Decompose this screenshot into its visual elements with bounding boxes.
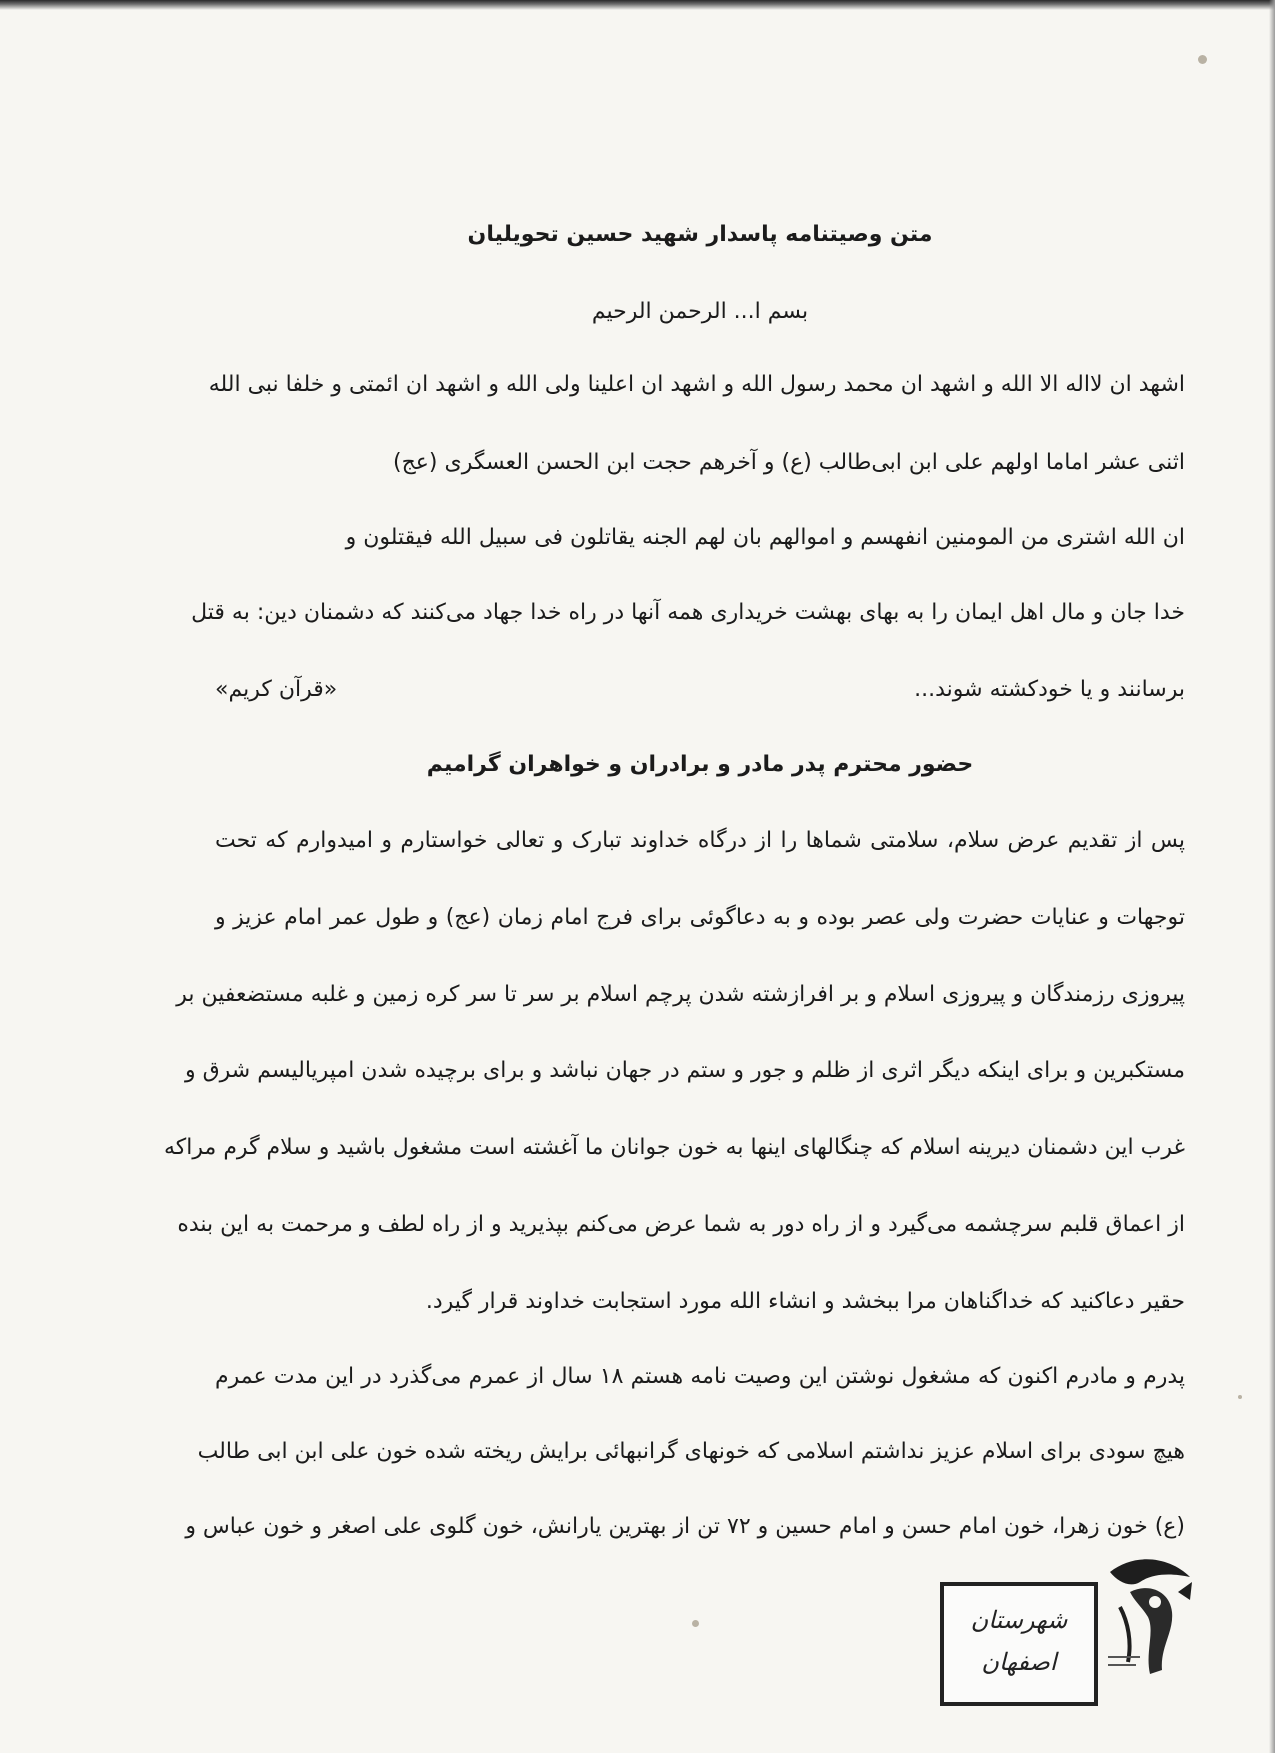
salutation: حضور محترم پدر مادر و برادران و خواهران گرامیم — [426, 752, 974, 777]
verse-last-line: برسانند و یا خودکشته شوند... — [914, 677, 1185, 702]
paragraph-line: هیچ سودی برای اسلام عزیز نداشتم اسلامی که خونهای گرانبهائی برایش ریخته شده خون علی ابن ابی طالب — [197, 1439, 1185, 1464]
paragraph-line: پدرم و مادرم اکنون که مشغول نوشتن این وصیت نامه هستم ۱۸ سال از عمرم می‌گذرد در این مدت عمرم — [215, 1364, 1185, 1389]
paragraph-line: حقیر دعاکنید که خداگناهان مرا ببخشد و انشاء الله مورد استجابت خداوند قرار گیرد. — [425, 1289, 1185, 1314]
paragraph-line: پیروزی رزمندگان و پیروزی اسلام و بر افرازشته شدن پرچم اسلام بر سر تا سر کره زمین و غلبه مستضعفین بر — [176, 982, 1185, 1007]
basmala: بسم ا... الرحمن الرحیم — [591, 299, 809, 324]
scan-speck — [1238, 1395, 1242, 1399]
scan-right-edge — [1269, 0, 1275, 1753]
paragraph-line: (ع) خون زهرا، خون امام حسن و امام حسین و ۷۲ تن از بهترین یارانش، خون گلوی علی اصغر و خون عباس و — [185, 1514, 1185, 1539]
will-document — [164, 0, 1185, 1753]
verse-closing-line — [215, 675, 1185, 705]
paragraph-line: مستکبرین و برای اینکه دیگر اثری از ظلم و جور و ستم در جهان نباشد و برای برچیده شدن امپریالیسم شرق و — [184, 1058, 1185, 1083]
paragraph-line: پس از تقدیم عرض سلام، سلامتی شماها را از درگاه خداوند تبارک و تعالی خواستارم و امیدوارم که تحت — [215, 828, 1185, 853]
scan-speck — [1198, 55, 1207, 64]
document-title: متن وصیتنامه پاسدار شهید حسین تحویلیان — [467, 222, 933, 247]
emblem-icon — [1100, 1552, 1200, 1682]
verse-line: ان الله اشتری من المومنین انفهسم و اموالهم بان لهم الجنه یقاتلون فی سبیل الله فیقتلون و — [345, 525, 1185, 550]
stamp-line: شهرستان — [970, 1606, 1068, 1634]
verse-line: خدا جان و مال اهل ایمان را به بهای بهشت خریداری همه آنها در راه خدا جهاد می‌کنند که دشمنان دین: به قتل — [191, 600, 1185, 625]
shahada-line: اشهد ان لااله الا الله و اشهد ان محمد رسول الله و اشهد ان اعلینا ولی الله و اشهد ان ائمتی و خلفا نبی الله — [208, 372, 1185, 397]
shahada-line: اثنی عشر اماما اولهم علی ابن ابی‌طالب (ع) و آخرهم حجت ابن الحسن العسگری (عج) — [393, 450, 1185, 475]
paragraph-line: غرب این دشمنان دیرینه اسلام که چنگالهای اینها به خون جوانان ما آغشته است مشغول باشید و سلام گرم مراکه — [164, 1135, 1185, 1160]
stamp-line: اصفهان — [981, 1648, 1057, 1676]
city-stamp — [940, 1582, 1098, 1706]
verse-source: «قرآن کریم» — [215, 677, 338, 702]
paragraph-line: از اعماق قلبم سرچشمه می‌گیرد و از راه دور به شما عرض می‌کنم بپذیرید و از راه لطف و مرحمت به این بنده — [177, 1212, 1185, 1237]
paragraph-line: توجهات و عنایات حضرت ولی عصر بوده و به دعاگوئی برای فرج امام زمان (عج) و طول عمر امام عزیز و — [215, 905, 1185, 930]
